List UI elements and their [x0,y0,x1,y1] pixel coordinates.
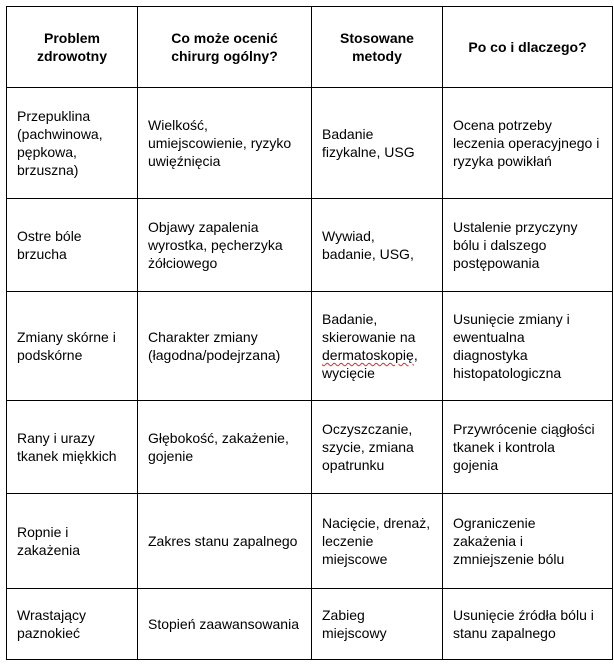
cell-problem: Rany i urazy tkanek miękkich [7,401,138,494]
cell-assessment: Objawy zapalenia wyrostka, pęcherzyka żółciowego [138,199,312,292]
cell-problem: Wrastający paznokieć [7,589,138,660]
cell-purpose: Usunięcie zmiany i ewentualna diagnostyka histopatologiczna [443,292,613,401]
cell-methods: Badanie fizykalne, USG [312,88,443,199]
cell-purpose: Przywrócenie ciągłości tkanek i kontrola gojenia [443,401,613,494]
cell-methods: Zabieg miejscowy [312,589,443,660]
cell-problem: Przepuklina (pachwinowa, pępkowa, brzuszna) [7,88,138,199]
cell-purpose: Ograniczenie zakażenia i zmniejszenie bólu [443,494,613,589]
cell-methods: Wywiad, badanie, USG, [312,199,443,292]
cell-problem: Ostre bóle brzucha [7,199,138,292]
methods-text-prefix: Badanie, skierowanie na [322,311,416,345]
spellcheck-flagged-word: dermatoskopię [322,347,414,363]
table-header-row [7,7,613,88]
header-assessment: Co może ocenić chirurg ogólny? [138,7,312,88]
cell-problem: Zmiany skórne i podskórne [7,292,138,401]
cell-methods: Oczyszczanie, szycie, zmiana opatrunku [312,401,443,494]
surgical-assessment-table [6,6,613,660]
header-methods: Stosowane metody [312,7,443,88]
header-purpose: Po co i dlaczego? [443,7,613,88]
methods-text-suffix: , wycięcie [322,347,418,381]
cell-purpose: Usunięcie źródła bólu i stanu zapalnego [443,589,613,660]
cell-assessment: Głębokość, zakażenie, gojenie [138,401,312,494]
table-row [7,292,613,401]
cell-methods: Nacięcie, drenaż, leczenie miejscowe [312,494,443,589]
cell-problem: Ropnie i zakażenia [7,494,138,589]
cell-methods [312,292,443,401]
table-row [7,494,613,589]
cell-assessment: Wielkość, umiejscowienie, ryzyko uwięźnięcia [138,88,312,199]
table-row [7,589,613,660]
header-problem: Problem zdrowotny [7,7,138,88]
cell-assessment: Zakres stanu zapalnego [138,494,312,589]
cell-assessment: Charakter zmiany (łagodna/podejrzana) [138,292,312,401]
table-row [7,199,613,292]
cell-assessment: Stopień zaawansowania [138,589,312,660]
cell-purpose: Ustalenie przyczyny bólu i dalszego postępowania [443,199,613,292]
cell-purpose: Ocena potrzeby leczenia operacyjnego i ryzyka powikłań [443,88,613,199]
table-row [7,401,613,494]
table-row [7,88,613,199]
